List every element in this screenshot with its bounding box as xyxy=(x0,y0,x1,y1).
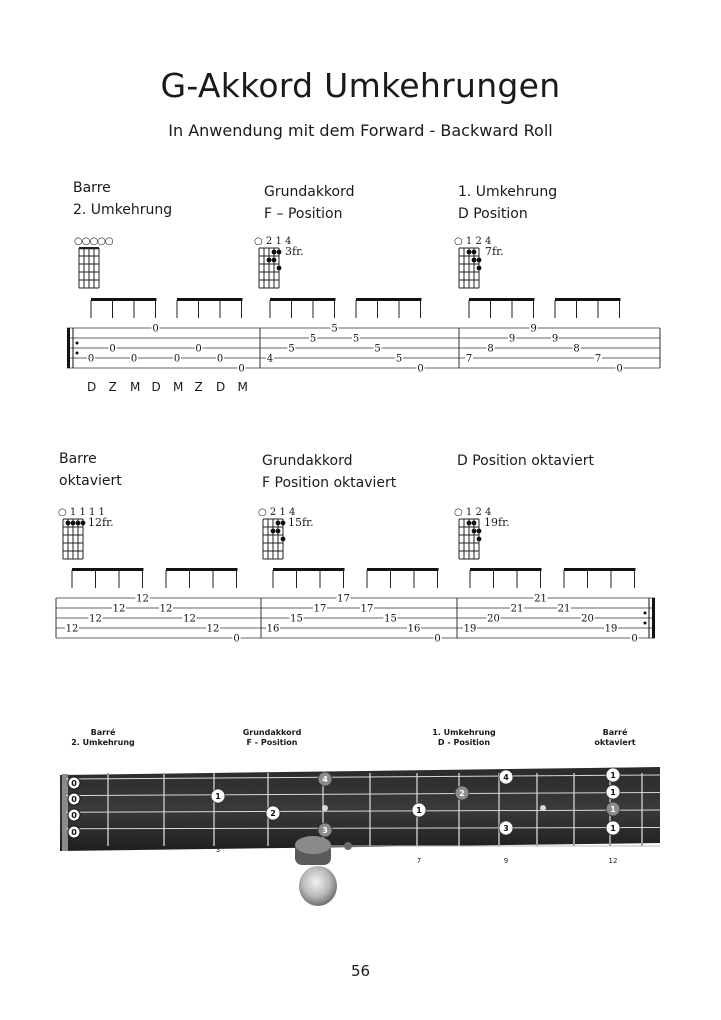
repeat-thick-bar xyxy=(67,328,70,368)
tab-note: 0 xyxy=(195,343,202,355)
diagram-finger-dot xyxy=(472,529,477,534)
finger-marker-label: 1 xyxy=(610,771,616,780)
tab-note: 0 xyxy=(109,343,116,355)
inlay-dot xyxy=(322,805,328,811)
diagram-finger-dot xyxy=(277,250,282,255)
tab-note: 9 xyxy=(551,333,559,345)
fingering-letter: D xyxy=(216,380,226,394)
diagram-finger-dot xyxy=(472,258,477,263)
diagram-finger-dot xyxy=(81,521,86,526)
tab-note: 20 xyxy=(581,613,594,625)
label-barre-2: Barre xyxy=(59,451,97,467)
chord-diagram-f-position-oktaviert xyxy=(258,508,328,564)
tab-note: 19 xyxy=(463,623,477,635)
fretboard-caption-line: F - Position xyxy=(246,738,298,747)
tab-note: 12 xyxy=(112,603,126,615)
tab-note: 0 xyxy=(216,353,224,365)
diagram-top-markings: ○ 1 1 1 1 xyxy=(58,507,105,518)
tab-note: 0 xyxy=(238,363,245,375)
note-beam xyxy=(72,568,144,571)
repeat-dot xyxy=(644,612,647,615)
diagram-lines xyxy=(259,248,279,288)
tab-note: 19 xyxy=(604,623,618,635)
tab-staff-1 xyxy=(0,290,721,380)
tab-note: 5 xyxy=(288,343,295,355)
diagram-grid xyxy=(74,247,114,293)
diagram-finger-dot xyxy=(477,258,482,263)
note-beam xyxy=(166,568,238,571)
fretboard-caption xyxy=(43,728,163,748)
diagram-finger-dot xyxy=(76,521,81,526)
diagram-finger-dot xyxy=(467,521,472,526)
fretboard-caption-line: Barré xyxy=(602,728,628,737)
tab-note: 0 xyxy=(631,633,638,645)
diagram-top-markings: ○ 2 1 4 xyxy=(254,236,292,247)
note-beam xyxy=(177,298,243,301)
tab-note: 7 xyxy=(594,353,602,365)
tab-staff-2 xyxy=(0,560,721,650)
peg-button xyxy=(299,866,337,906)
diagram-finger-dot xyxy=(71,521,76,526)
diagram-fret-label: 12fr. xyxy=(88,516,114,529)
finger-marker-label: 4 xyxy=(322,775,328,784)
tab-note: 7 xyxy=(465,353,473,365)
diagram-finger-dot xyxy=(467,250,472,255)
fingering-letter: M xyxy=(173,380,184,394)
fret-number: 12 xyxy=(608,857,618,865)
tab-note: 17 xyxy=(337,593,350,605)
diagram-finger-dot xyxy=(277,266,282,271)
label-barre: Barre xyxy=(73,180,111,196)
chord-diagram-d-position xyxy=(454,237,524,293)
diagram-finger-dot xyxy=(66,521,71,526)
tab-note: 21 xyxy=(557,603,571,615)
tab-note: 5 xyxy=(331,323,338,335)
fret-number: 7 xyxy=(416,857,422,865)
note-beam xyxy=(273,568,345,571)
tab-note: 5 xyxy=(352,333,360,345)
note-beam xyxy=(91,298,157,301)
fretboard-illustration xyxy=(0,760,721,910)
tab-note: 21 xyxy=(534,593,547,605)
page-subtitle: In Anwendung mit dem Forward - Backward Roll xyxy=(168,121,553,140)
chord-diagram-barre xyxy=(74,237,114,293)
page-title: G-Akkord Umkehrungen xyxy=(160,66,561,105)
tab-note: 12 xyxy=(206,623,220,635)
finger-marker-label: 2 xyxy=(459,789,465,798)
tab-note: 16 xyxy=(266,623,280,635)
diagram-finger-dot xyxy=(272,258,277,263)
note-beam xyxy=(367,568,439,571)
repeat-thick-bar xyxy=(652,598,655,638)
tab-note: 12 xyxy=(136,593,149,605)
tab-note: 12 xyxy=(89,613,102,625)
tab-note: 5 xyxy=(374,343,381,355)
finger-marker-label: 1 xyxy=(416,806,422,815)
repeat-dot xyxy=(644,622,647,625)
diagram-lines xyxy=(263,519,283,559)
fingering-letter: Z xyxy=(194,380,203,394)
diagram-finger-dot xyxy=(281,537,286,542)
diagram-finger-dot xyxy=(477,537,482,542)
diagram-finger-dot xyxy=(267,258,272,263)
fingering-letter: D xyxy=(151,380,161,394)
diagram-top-markings: ○ 2 1 4 xyxy=(258,507,296,518)
tab-note: 5 xyxy=(395,353,403,365)
diagram-finger-dot xyxy=(472,521,477,526)
label-oktaviert: oktaviert xyxy=(59,473,122,489)
label-grundakkord-2: Grundakkord xyxy=(262,453,353,469)
diagram-finger-dot xyxy=(477,266,482,271)
note-beam xyxy=(564,568,636,571)
finger-marker-label: 4 xyxy=(503,773,509,782)
open-string-label: 0 xyxy=(71,811,77,820)
tab-note: 8 xyxy=(573,343,580,355)
tab-note: 17 xyxy=(313,603,327,615)
finger-marker-label: 2 xyxy=(270,809,276,818)
fret-number: 9 xyxy=(503,857,509,865)
repeat-dot xyxy=(76,352,79,355)
tab-note: 12 xyxy=(183,613,196,625)
fretboard-caption-line: 1. Umkehrung xyxy=(432,728,496,737)
label-1-umkehrung: 1. Umkehrung xyxy=(458,184,558,200)
label-f-position-oktaviert: F Position oktaviert xyxy=(262,475,397,491)
label-d-position: D Position xyxy=(458,206,528,222)
tab-note: 15 xyxy=(290,613,303,625)
fretboard-caption-line: oktaviert xyxy=(594,738,636,747)
tab-note: 9 xyxy=(508,333,516,345)
tab-note: 21 xyxy=(510,603,524,615)
fretboard-caption xyxy=(404,728,524,748)
label-2-umkehrung: 2. Umkehrung xyxy=(73,202,173,218)
neck xyxy=(60,767,660,851)
note-beam xyxy=(470,568,542,571)
note-beam xyxy=(270,298,336,301)
chord-diagram-d-position-oktaviert xyxy=(454,508,524,564)
finger-marker-label: 3 xyxy=(322,826,328,835)
tab-note: 16 xyxy=(407,623,421,635)
finger-marker-label: 1 xyxy=(215,792,221,801)
diagram-finger-dot xyxy=(276,529,281,534)
diagram-top-markings: ○ 1 2 4 xyxy=(454,236,492,247)
diagram-grid-svg xyxy=(74,247,114,289)
diagram-fret-label: 7fr. xyxy=(485,245,504,258)
tab-note: 4 xyxy=(266,353,274,365)
tab-note: 0 xyxy=(233,633,240,645)
note-beam xyxy=(469,298,535,301)
label-f-position: F – Position xyxy=(264,206,343,222)
diagram-finger-dot xyxy=(272,250,277,255)
tab-note: 0 xyxy=(173,353,181,365)
fingering-letter: D xyxy=(87,380,97,394)
tab-note: 0 xyxy=(87,353,95,365)
tab-note: 0 xyxy=(152,323,159,335)
tab-note: 12 xyxy=(159,603,173,615)
diagram-finger-dot xyxy=(276,521,281,526)
label-grundakkord: Grundakkord xyxy=(264,184,355,200)
fingering-letter: Z xyxy=(108,380,117,394)
note-beam xyxy=(356,298,422,301)
diagram-finger-dot xyxy=(271,529,276,534)
chord-diagram-f-position xyxy=(254,237,324,293)
tab-note: 15 xyxy=(384,613,397,625)
fretboard-caption xyxy=(212,728,332,748)
diagram-finger-dot xyxy=(281,521,286,526)
diagram-finger-dot xyxy=(477,529,482,534)
chord-diagram-barre-oktaviert xyxy=(58,508,128,564)
diagram-fret-label: 19fr. xyxy=(484,516,510,529)
diagram-top-markings: ○○○○○ xyxy=(74,236,113,247)
tab-note: 20 xyxy=(487,613,500,625)
fretboard-caption-line: Grundakkord xyxy=(242,728,302,737)
diagram-top-markings: ○ 1 2 4 xyxy=(454,507,492,518)
fretboard-caption-line: Barré xyxy=(90,728,116,737)
repeat-dot xyxy=(76,342,79,345)
tab-note: 9 xyxy=(530,323,537,335)
peg-head xyxy=(295,836,331,854)
tab-note: 5 xyxy=(309,333,317,345)
tab-note: 0 xyxy=(417,363,424,375)
fretboard-caption-line: 2. Umkehrung xyxy=(71,738,135,747)
open-string-label: 0 xyxy=(71,795,77,804)
diagram-fret-label: 3fr. xyxy=(285,245,304,258)
tab-note: 0 xyxy=(130,353,138,365)
inlay-dot xyxy=(540,805,546,811)
finger-marker-label: 1 xyxy=(610,824,616,833)
tab-note: 8 xyxy=(487,343,494,355)
finger-marker-label: 1 xyxy=(610,805,616,814)
finger-marker-label: 3 xyxy=(503,824,509,833)
open-string-label: 0 xyxy=(71,779,77,788)
tab-note: 0 xyxy=(434,633,441,645)
page-number: 56 xyxy=(350,962,371,980)
fretboard-caption-line: D - Position xyxy=(437,738,491,747)
tab-note: 0 xyxy=(616,363,623,375)
fifth-string-spike xyxy=(344,842,352,850)
fingering-letter: M xyxy=(130,380,141,394)
tab-note: 12 xyxy=(65,623,79,635)
diagram-fret-label: 15fr. xyxy=(288,516,314,529)
open-string-label: 0 xyxy=(71,828,77,837)
fingering-letter: M xyxy=(237,380,248,394)
finger-marker-label: 1 xyxy=(610,788,616,797)
fretboard-caption xyxy=(555,728,675,748)
diagram-finger-dot xyxy=(472,250,477,255)
label-d-position-oktaviert: D Position oktaviert xyxy=(457,453,594,469)
tab-note: 17 xyxy=(360,603,374,615)
note-beam xyxy=(555,298,621,301)
fret-number: 3 xyxy=(215,846,221,854)
